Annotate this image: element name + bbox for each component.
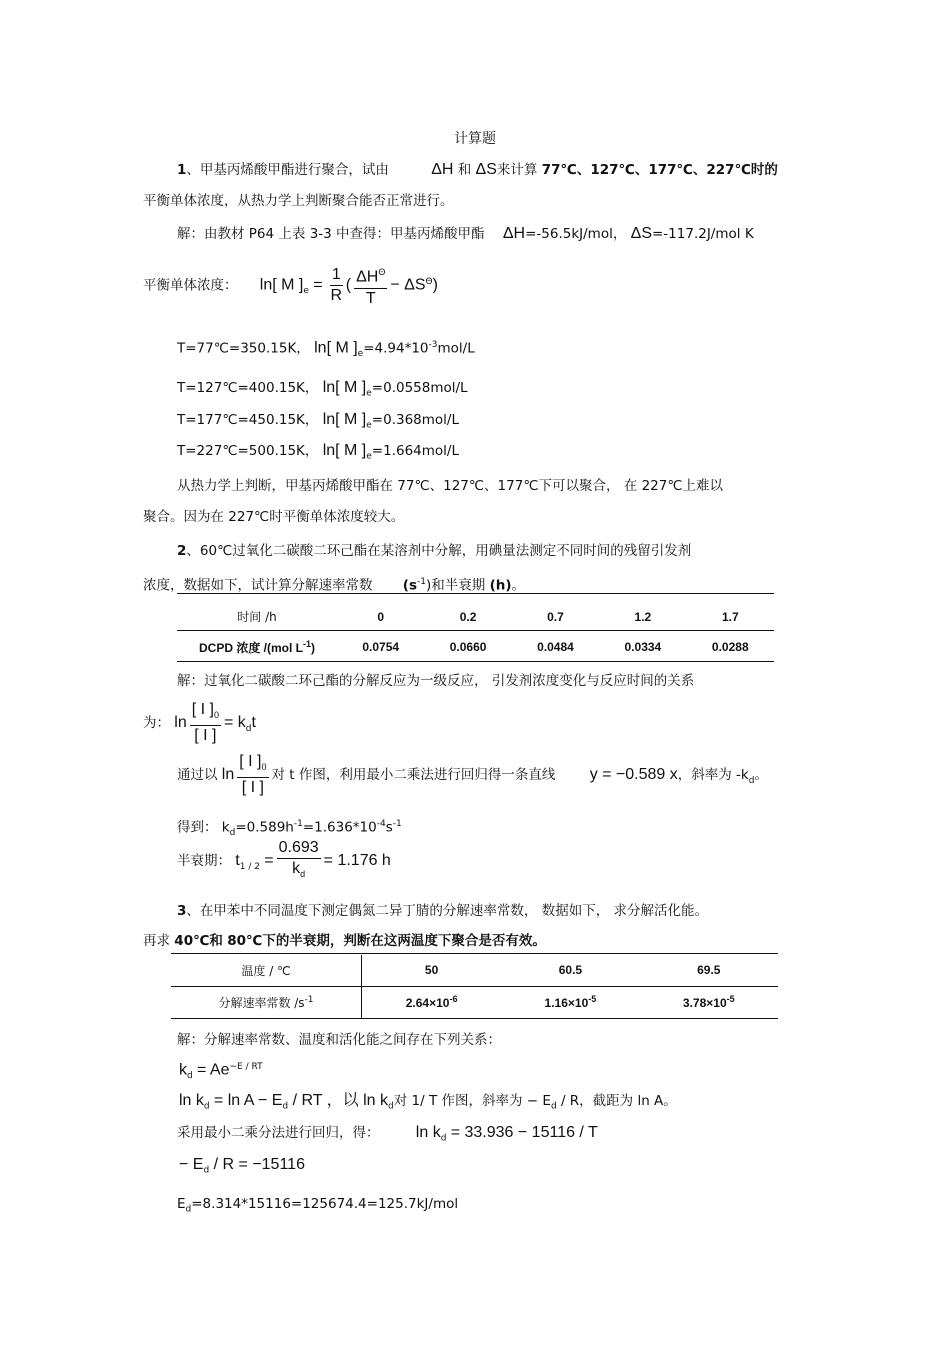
q1-line1: 1、甲基丙烯酸甲酯进行聚合，试由 ΔH 和 ΔS来计算 77℃、127℃、177℃、227℃时的 [177, 161, 778, 178]
q1-result-77: T=77℃=350.15K， ln[ M ]$_e=4.94*10^{-3}mol/L$ [177, 339, 475, 360]
q3-regression-line: 采用最小二乘分法进行回归，得： $\ln k_d = 33.936 - 15116 / T$ [177, 1124, 598, 1144]
q1-number: 1 [177, 162, 187, 178]
q2-table-bottom-rule [177, 661, 774, 662]
q3-solution-line1: 解：分解速率常数、温度和活化能之间存在下列关系： [177, 1032, 501, 1048]
q1-result-177: T=177℃=450.15K， ln[ M ]$_e=0.368mol/L$ [177, 411, 459, 431]
q3-table-top-rule [171, 953, 778, 954]
page-title: 计算题 [454, 131, 496, 147]
q2-kd-result: 得到： $k_d=0.589h^{-1}=1.636*10^{-4}s^{-1}$ [177, 819, 402, 839]
q2-plot-line: 通过以 ln $\frac{[ I ]_0}{[ I ]}$ 对 t 作图，利用最小二乘法进行回归得一条直线 y = −0.589 x，斜率为 $-k_d$。 [177, 753, 768, 797]
q1-equilibrium-equation: 平衡单体浓度： ln[ M ]$_e$ = $\frac{1}{R}$ ( $\frac{\Delta H^\Theta}{T}$ − $\Delta S^\Theta$) [143, 262, 438, 311]
q2-data-table [177, 604, 774, 664]
q1-temperatures: 77℃、127℃、177℃、227℃时的 [541, 162, 778, 178]
q1-line2: 平衡单体浓度，从热力学上判断聚合能否正常进行。 [143, 193, 454, 209]
table-row: 温度 / ℃ 50 60.5 69.5 [171, 955, 778, 986]
q1-conclusion-2: 聚合。因为在 227℃时平衡单体浓度较大。 [143, 509, 405, 525]
table-row: DCPD 浓度 /(mol $L^{-1}$) 0.0754 0.0660 0.0484 0.0334 0.0288 [177, 630, 774, 664]
q3-data-table [171, 955, 778, 1018]
q3-line2: 再求 40℃和 80℃下的半衰期，判断在这两温度下聚合是否有效。 [143, 933, 546, 949]
q3-ln-equation: $\ln k_d = \ln A - E_d$ / RT ，以 $\ln k_d$对 1/ T 作图，斜率为 − $E_d$ / R，截距为 ln A。 [179, 1092, 677, 1112]
q3-slope-equation: − $E_d / R = -15116$ [179, 1156, 305, 1176]
q2-line2: 浓度，数据如下，试计算分解速率常数 $(s^{-1})$和半衰期 (h)。 [143, 577, 526, 594]
q3-table-bottom-rule [171, 1018, 778, 1019]
delta-s-symbol: ΔS [475, 161, 497, 178]
q1-result-227: T=227℃=500.15K， ln[ M ]$_e=1.664mol/L$ [177, 442, 459, 462]
q1-conclusion-1: 从热力学上判断，甲基丙烯酸甲酯在 77℃、127℃、177℃下可以聚合， 在 227℃上难以 [177, 478, 723, 494]
fraction-1-over-r: $\frac{1}{R}$ [330, 266, 343, 304]
q2-table-top-rule [177, 593, 774, 594]
fraction-dh-over-t: $\frac{\Delta H^\Theta}{T}$ [354, 262, 387, 308]
regression-line-equation: y = −0.589 x [589, 766, 678, 784]
q2-solution-line1: 解：过氧化二碳酸二环己酯的分解反应为一级反应， 引发剂浓度变化与反应时间的关系 [177, 673, 695, 689]
q2-rate-equation: 为： ln $\frac{[ I ]_0}{[ I ]}$ = $k_dt$ [143, 701, 256, 745]
q3-arrhenius-equation: $k_d = Ae^{-E / RT}$ [179, 1061, 263, 1082]
q2-line1: 2、60℃过氧化二碳酸二环己酯在某溶剂中分解，用碘量法测定不同时间的残留引发剂 [177, 543, 692, 559]
q3-line1: 3、在甲苯中不同温度下测定偶氮二异丁腈的分解速率常数， 数据如下， 求分解活化能。 [177, 903, 708, 919]
table-row: 分解速率常数 $/s^{-1}$ $2.64\times 10^{-6}$ $1.16\times 10^{-5}$ $3.78\times 10^{-5}$ [171, 986, 778, 1018]
delta-h-symbol: ΔH [431, 161, 454, 178]
q2-half-life: 半衰期： $t_{1 / 2}$ = $\frac{0.693}{k_d}$ = 1.176 h [177, 839, 391, 880]
table-row: 时间 /h 0 0.2 0.7 1.2 1.7 [237, 609, 739, 625]
q1-solution-line: 解：由教材 P64 上表 3-3 中查得：甲基丙烯酸甲酯 ΔH=-56.5kJ/mol， ΔS=-117.2J/mol K [177, 225, 754, 242]
q3-activation-energy: $E_d=8.314*15116=125674.4=125.7kJ$/mol [177, 1196, 459, 1215]
q1-result-127: T=127℃=400.15K， ln[ M ]$_e=0.0558mol/L$ [177, 379, 468, 399]
